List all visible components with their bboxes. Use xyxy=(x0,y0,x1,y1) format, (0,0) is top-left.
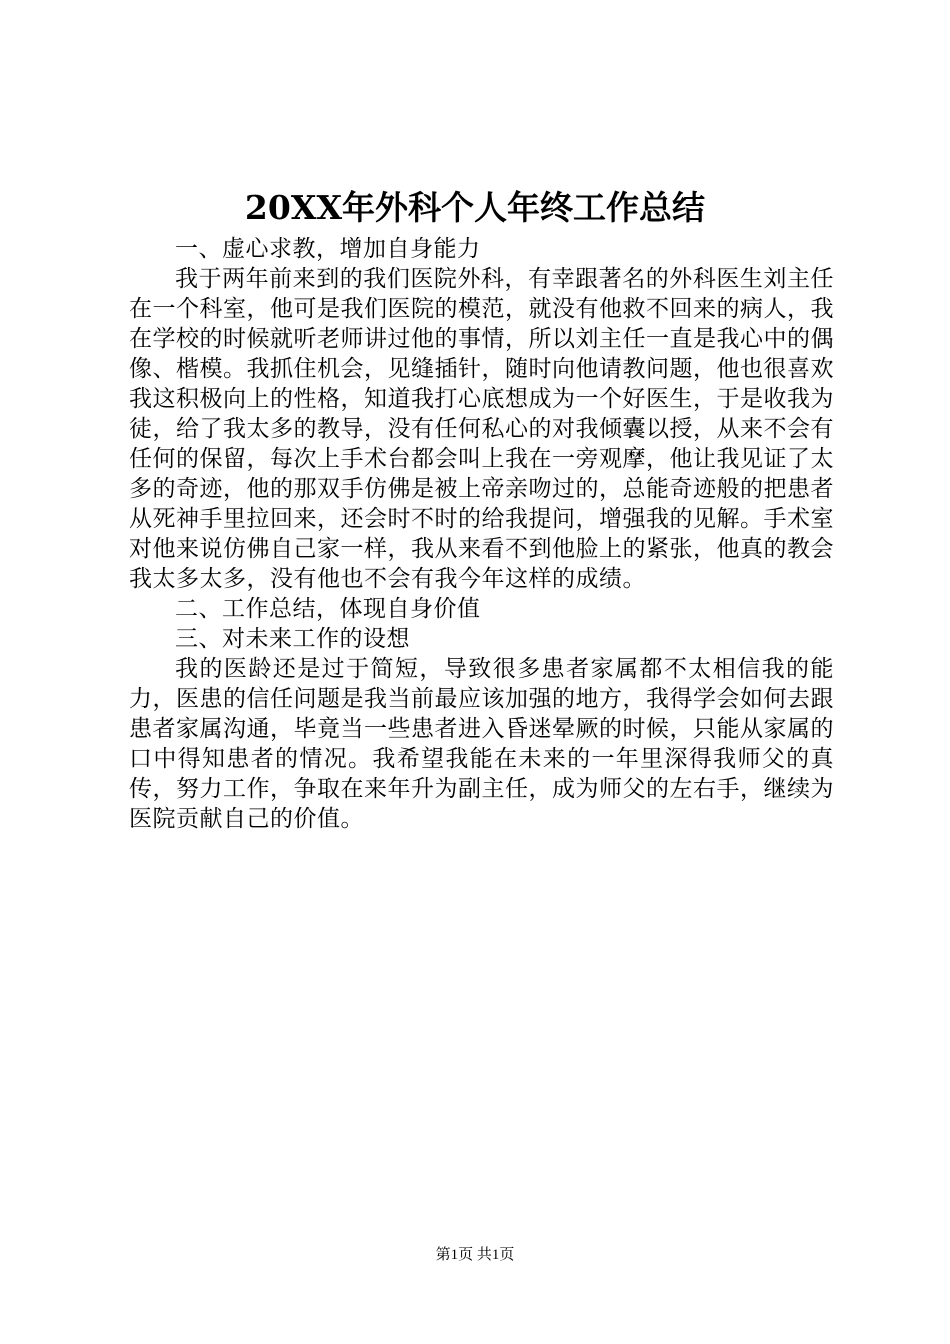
body-paragraph-1: 我于两年前来到的我们医院外科，有幸跟著名的外科医生刘主任在一个科室，他可是我们医院的模范，就没有他救不回来的病人，我在学校的时候就听老师讲过他的事情，所以刘主任一直是我心中的偶像、楷模。我抓住机会，见缝插针，随时向他请教问题，他也很喜欢我这积极向上的性格，知道我打心底想成为一个好医生，于是收我为徒，给了我太多的教导，没有任何私心的对我倾囊以授，从来不会有任何的保留，每次上手术台都会叫上我在一旁观摩，他让我见证了太多的奇迹，他的那双手仿佛是被上帝亲吻过的，总能奇迹般的把患者从死神手里拉回来，还会时不时的给我提问，增强我的见解。手术室对他来说仿佛自己家一样，我从来看不到他脸上的紧张，他真的教会我太多太多，没有他也不会有我今年这样的成绩。 xyxy=(129,266,834,592)
body-paragraph-2: 我的医龄还是过于简短，导致很多患者家属都不太相信我的能力，医患的信任问题是我当前最应该加强的地方，我得学会如何去跟患者家属沟通，毕竟当一些患者进入昏迷晕厥的时候，只能从家属的口中得知患者的情况。我希望我能在未来的一年里深得我师父的真传，努力工作，争取在来年升为副主任，成为师父的左右手，继续为医院贡献自己的价值。 xyxy=(129,656,834,832)
document-title: 20XX年外科个人年终工作总结 xyxy=(244,188,706,227)
document-body xyxy=(129,234,834,834)
section-heading-3: 三、对未来工作的设想 xyxy=(175,626,410,652)
page-footer: 第1页 共1页 xyxy=(435,1247,515,1263)
section-heading-1: 一、虚心求教，增加自身能力 xyxy=(175,236,481,262)
section-heading-2: 二、工作总结，体现自身价值 xyxy=(175,596,481,622)
